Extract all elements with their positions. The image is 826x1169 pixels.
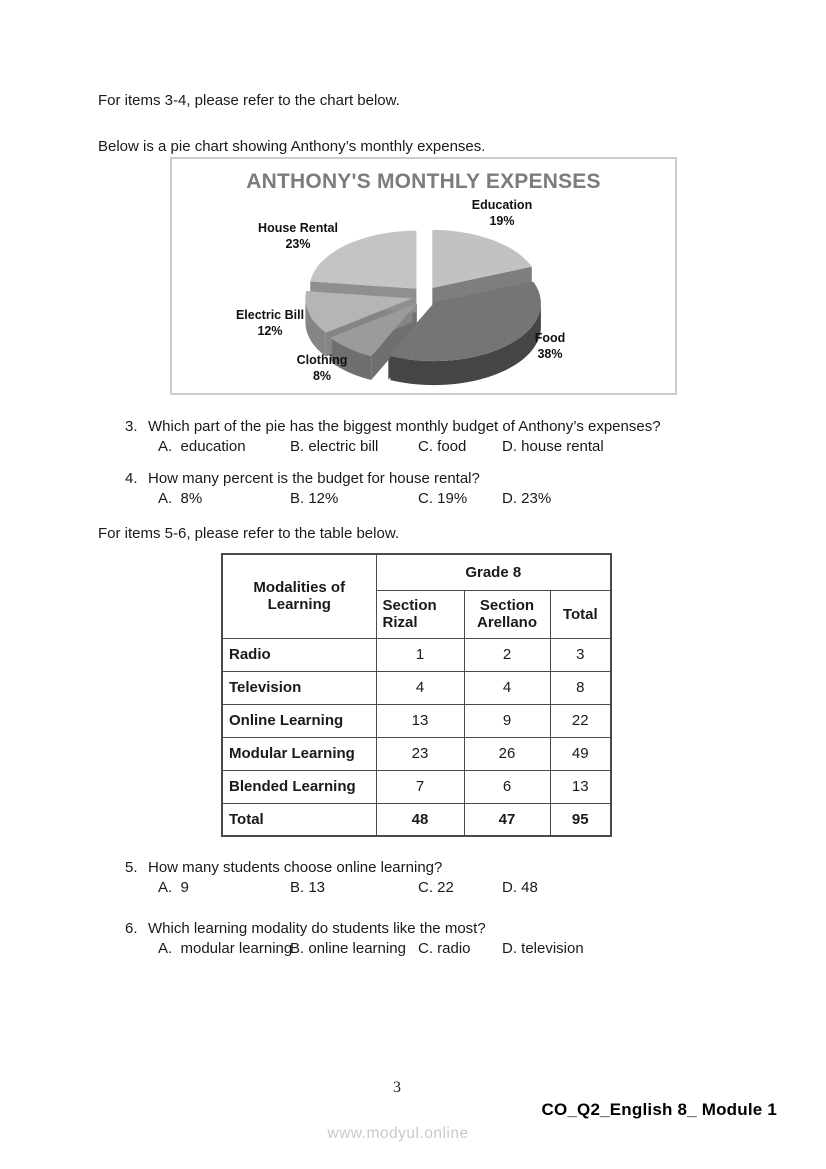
- option-a: A. 8%: [158, 490, 203, 507]
- option-c: C. radio: [418, 940, 471, 957]
- cell-value: 49: [550, 737, 611, 770]
- pie-label-house-rental: House Rental 23%: [258, 221, 338, 251]
- option-b: B. electric bill: [290, 438, 379, 455]
- pie-label-clothing: Clothing 8%: [296, 353, 348, 383]
- question-3: [125, 417, 765, 457]
- cell-value: 4: [376, 671, 464, 704]
- option-b: B. 13: [290, 879, 326, 896]
- question-6: [125, 919, 765, 959]
- cell-value: 6: [464, 770, 550, 803]
- option-d: D. 48: [502, 879, 538, 896]
- option-a: A. education: [158, 438, 246, 455]
- page-number: 3: [393, 1079, 401, 1096]
- intro-chart-text: For items 3-4, please refer to the chart below.: [98, 92, 400, 109]
- row-label: Television: [222, 671, 376, 704]
- table-row: [222, 770, 611, 803]
- watermark-url: www.modyul.online: [327, 1125, 469, 1142]
- question-4: [125, 469, 765, 509]
- option-d: D. 23%: [502, 490, 552, 507]
- question-number: 4.: [125, 470, 138, 487]
- pie-label-electric-bill: Electric Bill 12%: [235, 308, 305, 338]
- module-footer-label: CO_Q2_English 8_ Module 1: [541, 1100, 777, 1119]
- row-label: Radio: [222, 638, 376, 671]
- modalities-table: [221, 553, 612, 837]
- cell-value: 23: [376, 737, 464, 770]
- option-c: C. 22: [418, 879, 454, 896]
- pie-label-education: Education 19%: [471, 198, 533, 228]
- option-d: D. house rental: [502, 438, 604, 455]
- col-header-total: Total: [550, 590, 611, 638]
- cell-value: 13: [376, 704, 464, 737]
- chart-caption-text: Below is a pie chart showing Anthony’s monthly expenses.: [98, 138, 486, 155]
- pie-label-food: Food 38%: [534, 331, 566, 361]
- col-header-section-arellano: Section Arellano: [464, 590, 550, 638]
- cell-value: 9: [464, 704, 550, 737]
- question-5: [125, 858, 765, 898]
- option-d: D. television: [502, 940, 584, 957]
- cell-value: 95: [550, 803, 611, 836]
- table-row: [222, 704, 611, 737]
- col-header-section-rizal: Section Rizal: [376, 590, 464, 638]
- cell-value: 8: [550, 671, 611, 704]
- question-text: Which part of the pie has the biggest monthly budget of Anthony’s expenses?: [148, 418, 661, 435]
- cell-value: 3: [550, 638, 611, 671]
- row-label: Total: [222, 803, 376, 836]
- cell-value: 7: [376, 770, 464, 803]
- question-text: How many students choose online learning?: [148, 859, 443, 876]
- question-number: 5.: [125, 859, 138, 876]
- question-number: 6.: [125, 920, 138, 937]
- cell-value: 1: [376, 638, 464, 671]
- option-a: A. modular learning: [158, 940, 293, 957]
- option-b: B. 12%: [290, 490, 339, 507]
- pie-chart-frame: [170, 157, 677, 395]
- option-c: C. 19%: [418, 490, 468, 507]
- intro-table-text: For items 5-6, please refer to the table below.: [98, 525, 399, 542]
- question-text: Which learning modality do students like the most?: [148, 920, 486, 937]
- chart-title: ANTHONY'S MONTHLY EXPENSES: [246, 170, 601, 193]
- cell-value: 4: [464, 671, 550, 704]
- row-label: Online Learning: [222, 704, 376, 737]
- question-text: How many percent is the budget for house rental?: [148, 470, 480, 487]
- option-a: A. 9: [158, 879, 189, 896]
- table-corner-header: Modalities of Learning: [222, 554, 376, 638]
- row-label: Modular Learning: [222, 737, 376, 770]
- table-row-total: [222, 803, 611, 836]
- question-number: 3.: [125, 418, 138, 435]
- row-label: Blended Learning: [222, 770, 376, 803]
- table-row: [222, 737, 611, 770]
- table-row: [222, 671, 611, 704]
- option-c: C. food: [418, 438, 467, 455]
- table-row: [222, 638, 611, 671]
- option-b: B. online learning: [290, 940, 406, 957]
- cell-value: 48: [376, 803, 464, 836]
- cell-value: 26: [464, 737, 550, 770]
- table-group-header: Grade 8: [376, 554, 611, 590]
- cell-value: 2: [464, 638, 550, 671]
- cell-value: 22: [550, 704, 611, 737]
- cell-value: 13: [550, 770, 611, 803]
- cell-value: 47: [464, 803, 550, 836]
